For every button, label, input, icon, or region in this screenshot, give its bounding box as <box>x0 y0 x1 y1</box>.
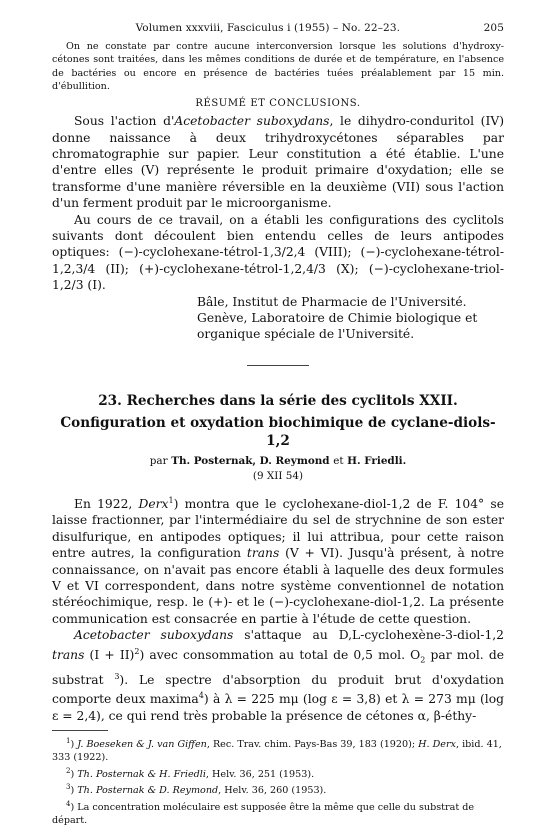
affiliations <box>197 294 504 343</box>
page-number: 205 <box>483 22 504 34</box>
section-divider <box>247 365 309 366</box>
affiliation-geneva: Genève, Laboratoire de Chimie biologique et <box>197 311 478 326</box>
article-title: 23. Recherches dans la série des cyclitols XXII. <box>98 392 458 409</box>
article-subtitle: Configuration et oxydation biochimique de cyclane-diols-1,2 <box>60 414 496 449</box>
footnote-1: $^1$) J. Boeseken & J. van Giffen, Rec. Trav. chim. Pays-Bas 39, 183 (1920); H. Derx, ibid. 41, 333 (1922). <box>52 736 502 764</box>
resume-paragraph-2: Au cours de ce travail, on a établi les configurations des cyclitols suivants dont découlent bien entendu celles de leurs antipodes optiques: (−)-cyclohexane-tétrol-1,3/2,4 (VIII); (−)-cyclohexane-tétrol-1,2,3/4 (II); (+)-cyclohexane-tétrol-1,2,4/3 (X); (−)-cyclohexane-triol-1,2/3 (I). <box>52 212 504 293</box>
footnotes <box>52 735 504 828</box>
article-paragraph-1: En 1922, Derx$^1$) montra que le cyclohexane-diol-1,2 de F. 104° se laisse fractionner, par l'intermédiaire du sel de strychnine de son ester disulfurique, en antipodes optiques; il lui attribua, pour cette raison entre autres, la configuration trans (V + VI). Jusqu'à présent, à notre connaissance, on n'avait pas encore établi à laquelle des deux formules V et VI correspondent, dans notre système conventionnel de notation stéréochimique, resp. le (+)- et le (−)-cyclohexane-diol-1,2. La présente communication est consacrée en partie à l'étude de cette question. <box>52 495 505 626</box>
article-date: (9 XII 54) <box>252 469 304 482</box>
article-body <box>52 493 504 724</box>
footnote-2: $^2$) Th. Posternak & H. Friedli, Helv. 36, 251 (1953). <box>66 766 315 780</box>
page <box>52 22 504 828</box>
article-paragraph-2: Acetobacter suboxydans s'attaque au D,L-cyclohexène-3-diol-1,2 trans (I + II)$^2$) avec consommation au total de 0,5 mol. $O_2$ par mol. de substrat $^3$). Le spectre d'absorption du produit brut d'oxydation comporte deux maxima$^4$) à λ = 225 mμ (log ε = 3,8) et λ = 273 mμ (log ε = 2,4), ce qui rend très probable la présence de cétones α, β-éthy- <box>52 628 505 723</box>
affiliation-geneva-cont: organique spéciale de l'Université. <box>197 327 415 342</box>
resume-heading: RÉSUMÉ ET CONCLUSIONS. <box>195 98 361 110</box>
footnote-rule <box>52 730 108 731</box>
footnote-4: $^4$) La concentration moléculaire est supposée être la même que celle du substrat de départ. <box>52 799 475 827</box>
resume-body <box>52 113 504 293</box>
journal-header: Volumen xxxviii, Fasciculus i (1955) – No. 22–23. <box>135 22 401 34</box>
footnote-3: $^3$) Th. Posternak & D. Reymond, Helv. 36, 260 (1953). <box>66 783 327 797</box>
article-authors: par Th. Posternak, D. Reymond et H. Friedli. <box>149 454 407 467</box>
intro-note <box>52 40 504 93</box>
running-header <box>52 22 504 38</box>
resume-paragraph-1: Sous l'action d'Acetobacter suboxydans, le dihydro-conduritol (IV) donne naissance à deux trihydroxycétones séparables par chromatographie sur papier. Leur constitution a été établie. L'une d'entre elles (V) représente le produit primaire d'oxydation; elle se transforme d'une manière réversible en la deuxième (VII) sous l'action d'un ferment produit par le microorganisme. <box>52 114 505 211</box>
affiliation-basel: Bâle, Institut de Pharmacie de l'Université. <box>197 294 467 309</box>
intro-note-text: On ne constate par contre aucune interconversion lorsque les solutions d'hydroxy-cétones sont traitées, dans les mêmes conditions de durée et de température, en l'absence de bactéries ou encore en présence de bactéries tuées préalablement par 15 min. d'ébullition. <box>52 41 504 92</box>
